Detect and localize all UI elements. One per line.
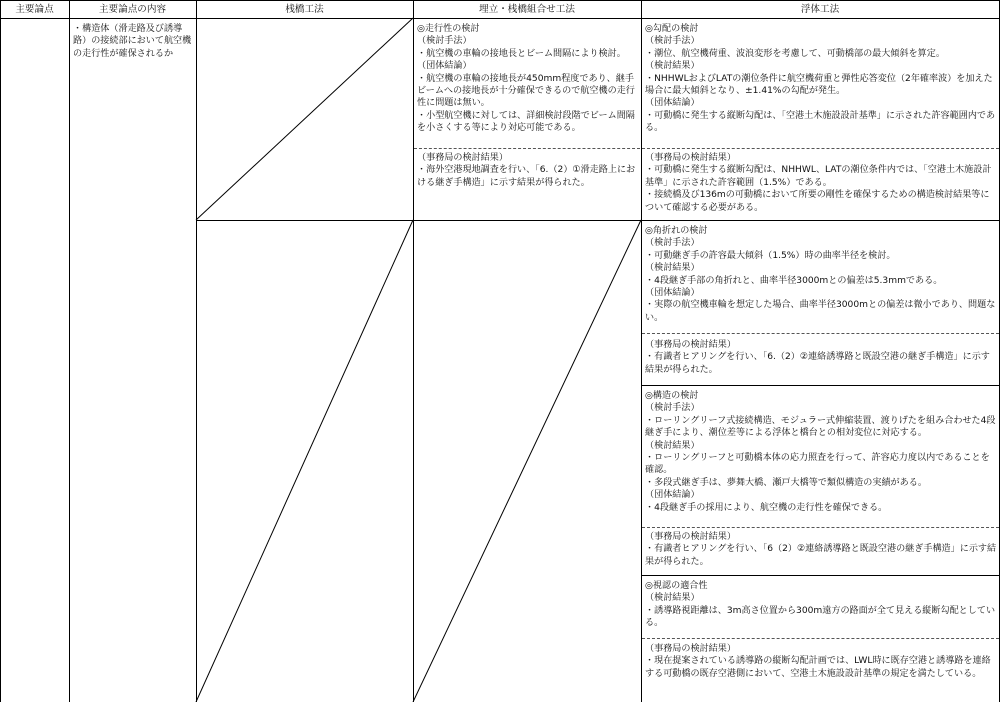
floating-structure-secretariat: （事務局の検討結果） ・有識者ヒアリングを行い、「6（2）②連絡誘導路と既設空港の継ぎ手構造」に示す結果が得られた。 — [645, 532, 997, 567]
floating-angle: ◎角折れの検討 （検討手法） ・可動継ぎ手の許容最大傾斜（1.5%）時の曲率半径を検討。 （検討結果） ・4段継ぎ手部の角折れと、曲率半径3000mとの偏差は5.3mmである。 （団体結論） ・実際の航空機車輪を想定した場合、曲率半径3000mとの偏差は微小であり、問題ない。 — [645, 226, 996, 323]
diag-combined-lower — [413, 220, 641, 702]
header-pier-method: 桟橋工法 — [285, 4, 324, 15]
floating-slope: ◎勾配の検討 （検討手法） ・潮位、航空機荷重、波浪変形を考慮して、可動橋部の最大傾斜を算定。 （検討結果） ・NHHWLおよびLATの潮位条件に航空機荷重と弾性応答変位（2年確率波）を加えた場合に最大傾斜となり、±1.41%の勾配が発生。 （団体結論） ・可動橋に発生する縦断勾配は、「空港土木施設設計基準」に示された許容範囲内である。 — [645, 24, 996, 134]
floating-visibility-secretariat: （事務局の検討結果） ・現在提案されている誘導路の縦断勾配計画では、LWL時に既存空港と誘導路を連絡する可動橋の既存空港側において、空港土木施設設計基準の規定を満たしている。 — [645, 644, 991, 679]
issue-content-text: ・構造体（滑走路及び誘導路）の接続部において航空機の走行性が確保されるか — [73, 24, 192, 59]
combined-secretariat: （事務局の検討結果） ・海外空港現地調査を行い、「6.（2）①滑走路上における継ぎ手構造」に示す結果が得られた。 — [417, 153, 636, 188]
diag-pier-upper — [196, 18, 413, 220]
floating-slope-secretariat: （事務局の検討結果） ・可動橋に発生する縦断勾配は、NHHWL、LATの潮位条件内では、「空港土木施設計基準」に示された許容範囲（1.5%）である。 ・接続橋及び136mの可動橋において所要の剛性を確保するための構造検討結果等について確認する必要がある。 — [645, 153, 992, 213]
floating-angle-secretariat: （事務局の検討結果） ・有識者ヒアリングを行い、「6.（2）②連絡誘導路と既設空港の継ぎ手構造」に示す結果が得られた。 — [645, 340, 990, 375]
header-floating-method: 浮体工法 — [800, 4, 840, 15]
header-issue-content: 主要論点の内容 — [98, 4, 167, 15]
floating-structure: ◎構造の検討 （検討手法） ・ローリングリーフ式接続構造、モジュラー式伸縮装置、渡りげたを組み合わせた4段継ぎ手により、潮位差等による浮体と橋台との相対変位に対応する。 （検討結果） ・ローリングリーフと可動橋本体の応力照査を行って、許容応力度以内であることを確認。 ・多段式継ぎ手は、夢舞大橋、瀬戸大橋等で類似構造の実績がある。 （団体結論） ・4段継ぎ手の採用により、航空機の走行性を確保できる。 — [645, 391, 996, 513]
floating-visibility: ◎視認の適合性 （検討結果） ・誘導路視距離は、3m高さ位置から300m遠方の路面が全て見える縦断勾配としている。 — [645, 581, 996, 629]
diag-pier-lower — [196, 220, 413, 702]
combined-runnability: ◎走行性の検討 （検討手法） ・航空機の車輪の接地長とビーム間隔により検討。 （団体結論） ・航空機の車輪の接地長が450mm程度であり、継手ビームへの接地長が十分確保できるので航空機の走行性に問題は無い。 ・小型航空機に対しては、詳細検討段階でビーム間隔を小さくする等により対応可能である。 — [417, 24, 635, 134]
header-combined-method: 埋立・桟橋組合せ工法 — [479, 4, 575, 15]
header-main-issue: 主要論点 — [15, 4, 54, 15]
